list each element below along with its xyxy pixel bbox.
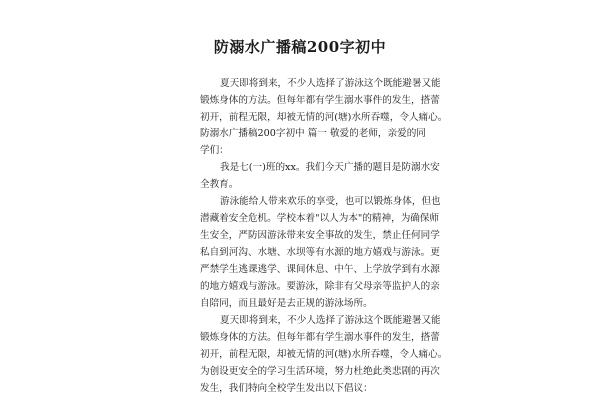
paragraph-2 <box>200 193 441 312</box>
section-line: 防溺水广播稿200字初中 篇一 敬爱的老师，亲爱的同 <box>200 128 426 139</box>
intro-paragraph <box>200 75 448 126</box>
paragraph-line: 全教育。 <box>200 179 239 190</box>
section-heading <box>200 125 426 159</box>
paragraph-line: 我是七(一)班的xx。我们今天广播的题目是防溺水安 <box>220 162 440 173</box>
paragraph-line: 发生，我们特向全校学生发出以下倡议： <box>200 383 373 394</box>
document-title: 防溺水广播稿200字初中 <box>213 38 387 56</box>
paragraph-line: 初开，前程无限，却被无情的河(塘)水所吞噬，令人痛心。 <box>200 349 448 360</box>
paragraph-3 <box>200 312 448 397</box>
intro-line: 锻炼身体的方法。但每年都有学生溺水事件的发生，搭蕾 <box>200 95 440 106</box>
paragraph-line: 生安全，严防因游泳带来安全事故的发生，禁止任何同学 <box>200 230 440 241</box>
paragraph-line: 夏天即将到来，不少人选择了游泳这个既能避暑又能 <box>220 315 441 326</box>
paragraph-line: 为创设更安全的学习生活环境，努力杜绝此类悲剧的再次 <box>200 366 440 377</box>
paragraph-line: 的地方嬉戏与游泳。要游泳，除非有父母亲等监护人的亲 <box>200 281 440 292</box>
section-line: 学们： <box>200 145 229 156</box>
paragraph-line: 私自到河沟、水塘、水坝等有水源的地方嬉戏与游泳。更 <box>200 247 440 258</box>
paragraph-line: 游泳能给人带来欢乐的享受，也可以锻炼身体，但也 <box>220 196 441 207</box>
paragraph-1 <box>200 159 440 193</box>
paragraph-line: 锻炼身体的方法。但每年都有学生溺水事件的发生，搭蕾 <box>200 332 440 343</box>
intro-line: 夏天即将到来，不少人选择了游泳这个既能避暑又能 <box>220 78 441 89</box>
paragraph-line: 自陪同，而且最好是去正规的游泳场所。 <box>200 298 373 309</box>
intro-line: 初开，前程无限，却被无情的河(塘)水所吞噬，令人痛心。 <box>200 112 448 123</box>
paragraph-line: 严禁学生逃课逃学、课间休息、中午、上学放学到有水源 <box>200 264 440 275</box>
paragraph-line: 潜藏着安全危机。学校本着"以人为本"的精神，为确保师 <box>200 213 440 224</box>
